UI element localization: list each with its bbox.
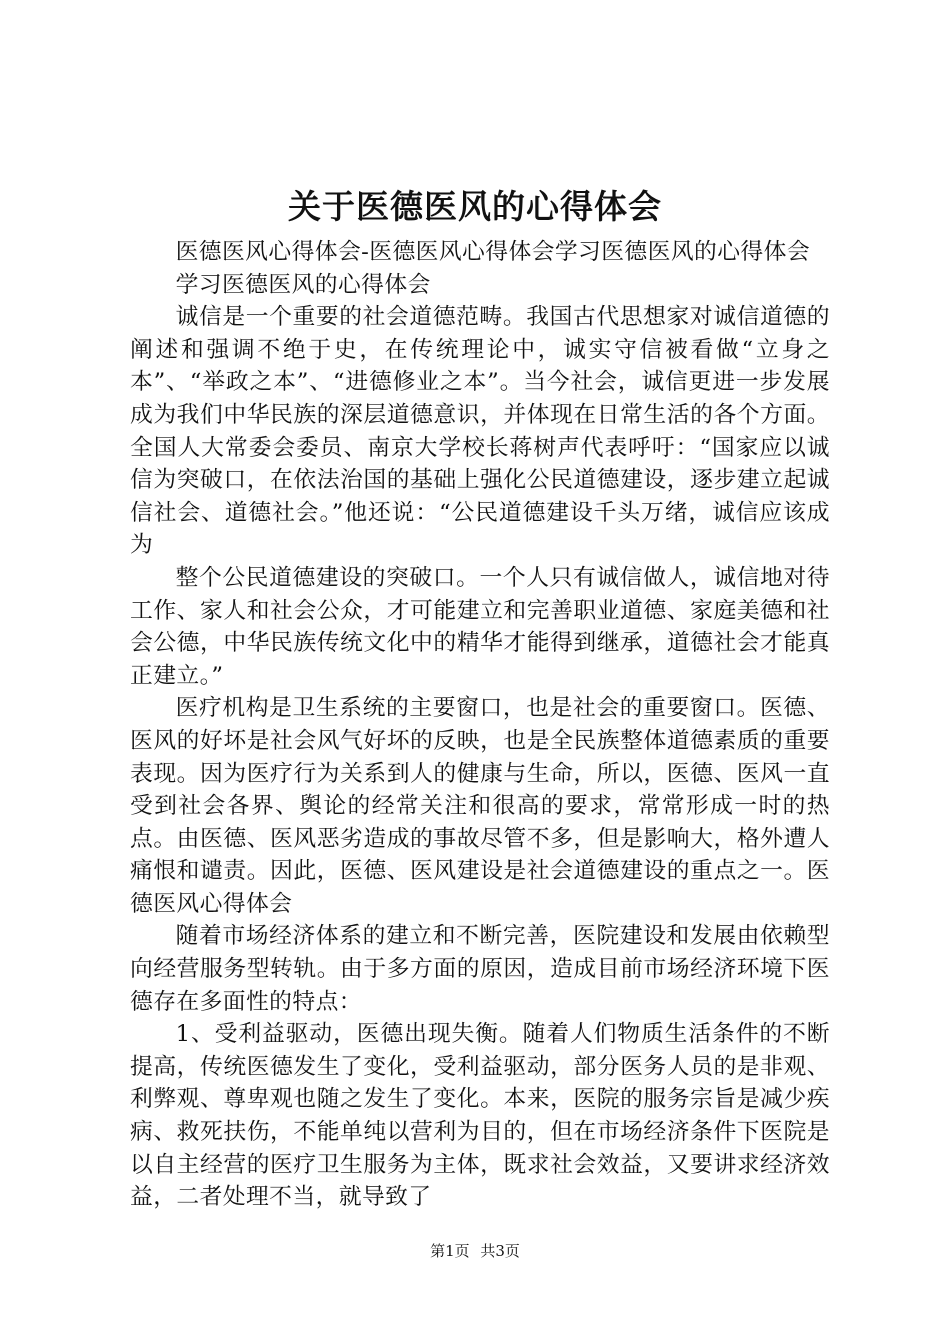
paragraph: 随着市场经济体系的建立和不断完善，医院建设和发展由依赖型向经营服务型转轨。由于多方面的原因，造成目前市场经济环境下医德存在多面性的特点： xyxy=(130,923,830,1015)
document-title: 关于医德医风的心得体会 xyxy=(288,187,662,226)
page-number-current: 第1页 xyxy=(430,1242,470,1260)
document-body xyxy=(130,236,830,1214)
paragraph: 医疗机构是卫生系统的主要窗口，也是社会的重要窗口。医德、医风的好坏是社会风气好坏的反映，也是全民族整体道德素质的重要表现。因为医疗行为关系到人的健康与生命，所以，医德、医风一直受到社会各界、舆论的经常关注和很高的要求，常常形成一时的热点。由医德、医风恶劣造成的事故尽管不多，但是影响大，格外遭人痛恨和谴责。因此，医德、医风建设是社会道德建设的重点之一。医德医风心得体会 xyxy=(130,695,830,917)
paragraph: 学习医德医风的心得体会 xyxy=(175,271,431,298)
paragraph: 医德医风心得体会-医德医风心得体会学习医德医风的心得体会 xyxy=(175,239,811,265)
paragraph: 整个公民道德建设的突破口。一个人只有诚信做人，诚信地对待工作、家人和社会公众，才可能建立和完善职业道德、家庭美德和社会公德，中华民族传统文化中的精华才能得到继承，道德社会才能真正建立。” xyxy=(130,564,830,689)
paragraph: 1、受利益驱动，医德出现失衡。随着人们物质生活条件的不断提高，传统医德发生了变化，受利益驱动，部分医务人员的是非观、利弊观、尊卑观也随之发生了变化。本来，医院的服务宗旨是减少疾病、救死扶伤，不能单纯以营利为目的，但在市场经济条件下医院是以自主经营的医疗卫生服务为主体，既求社会效益，又要讲求经济效益，二者处理不当，就导致了 xyxy=(130,1021,830,1211)
page-footer xyxy=(0,1240,950,1262)
page-number-total: 共3页 xyxy=(480,1242,520,1260)
paragraph: 诚信是一个重要的社会道德范畴。我国古代思想家对诚信道德的阐述和强调不绝于史，在传统理论中，诚实守信被看做“立身之本”、“举政之本”、“进德修业之本”。当今社会，诚信更进一步发展成为我们中华民族的深层道德意识，并体现在日常生活的各个方面。全国人大常委会委员、南京大学校长蒋树声代表呼吁：“国家应以诚信为突破口，在依法治国的基础上强化公民道德建设，逐步建立起诚信社会、道德社会。”他还说：“公民道德建设千头万绪，诚信应该成为 xyxy=(130,304,830,559)
